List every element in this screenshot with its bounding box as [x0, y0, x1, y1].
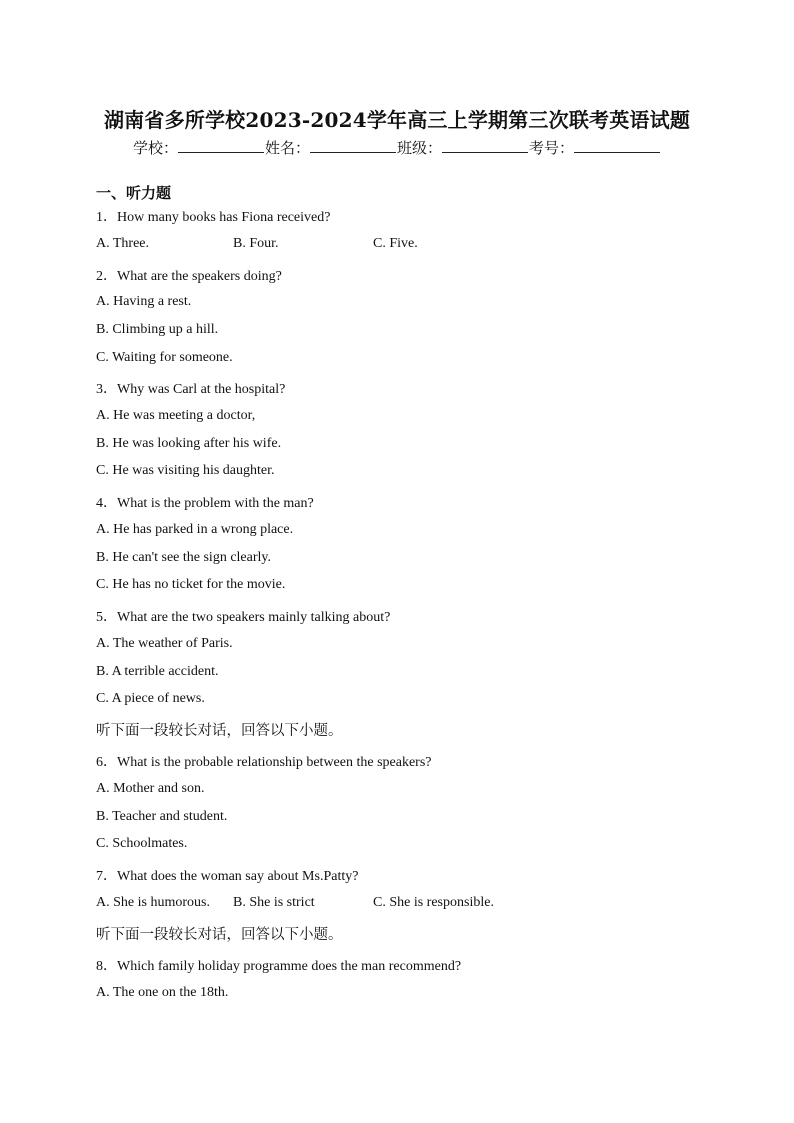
- q2-option-b: B. Climbing up a hill.: [96, 322, 219, 337]
- instruction-2: 听下面一段较长对话，回答以下小题。: [96, 927, 343, 943]
- q3-option-a: A. He was meeting a doctor,: [96, 408, 256, 423]
- q6-option-b: B. Teacher and student.: [96, 809, 228, 824]
- school-label: 学校：: [132, 139, 178, 157]
- q2-option-a: A. Having a rest.: [96, 294, 192, 309]
- page-title: 湖南省多所学校2023-2024学年高三上学期第三次联考英语试题: [103, 108, 691, 132]
- question-3: 3．Why was Carl at the hospital?: [96, 382, 286, 397]
- question-7: 7．What does the woman say about Ms.Patty?: [96, 869, 359, 884]
- class-blank[interactable]: [442, 140, 528, 153]
- name-label: 姓名：: [264, 139, 310, 157]
- q7-option-b: B. She is strict: [233, 895, 315, 910]
- number-blank[interactable]: [574, 140, 660, 153]
- q1-option-a: A. Three.: [96, 236, 149, 251]
- q4-option-a: A. He has parked in a wrong place.: [96, 522, 294, 537]
- class-label: 班级：: [397, 139, 443, 157]
- question-6: 6．What is the probable relationship between the speakers?: [96, 755, 432, 770]
- school-blank[interactable]: [178, 140, 264, 153]
- section-heading: 一、听力题: [96, 184, 172, 202]
- q3-option-c: C. He was visiting his daughter.: [96, 463, 275, 478]
- name-blank[interactable]: [310, 140, 396, 153]
- instruction-1: 听下面一段较长对话，回答以下小题。: [96, 723, 343, 739]
- question-2: 2．What are the speakers doing?: [96, 269, 282, 284]
- number-label: 考号：: [529, 139, 575, 157]
- q7-option-a: A. She is humorous.: [96, 895, 210, 910]
- q7-option-c: C. She is responsible.: [373, 895, 494, 910]
- q3-option-b: B. He was looking after his wife.: [96, 436, 282, 451]
- q2-option-c: C. Waiting for someone.: [96, 350, 233, 365]
- q4-option-b: B. He can't see the sign clearly.: [96, 550, 271, 565]
- question-8: 8．Which family holiday programme does the man recommend?: [96, 959, 462, 974]
- q6-option-a: A. Mother and son.: [96, 781, 205, 796]
- question-4: 4．What is the problem with the man?: [96, 496, 314, 511]
- q1-option-b: B. Four.: [233, 236, 279, 251]
- question-1: 1．How many books has Fiona received?: [96, 210, 331, 225]
- q6-option-c: C. Schoolmates.: [96, 836, 188, 851]
- q5-option-b: B. A terrible accident.: [96, 664, 219, 679]
- q4-option-c: C. He has no ticket for the movie.: [96, 577, 286, 592]
- q5-option-a: A. The weather of Paris.: [96, 636, 233, 651]
- q8-option-a: A. The one on the 18th.: [96, 985, 229, 1000]
- question-5: 5．What are the two speakers mainly talking about?: [96, 610, 391, 625]
- q5-option-c: C. A piece of news.: [96, 691, 205, 706]
- q1-option-c: C. Five.: [373, 236, 418, 251]
- student-info-row: [0, 137, 794, 158]
